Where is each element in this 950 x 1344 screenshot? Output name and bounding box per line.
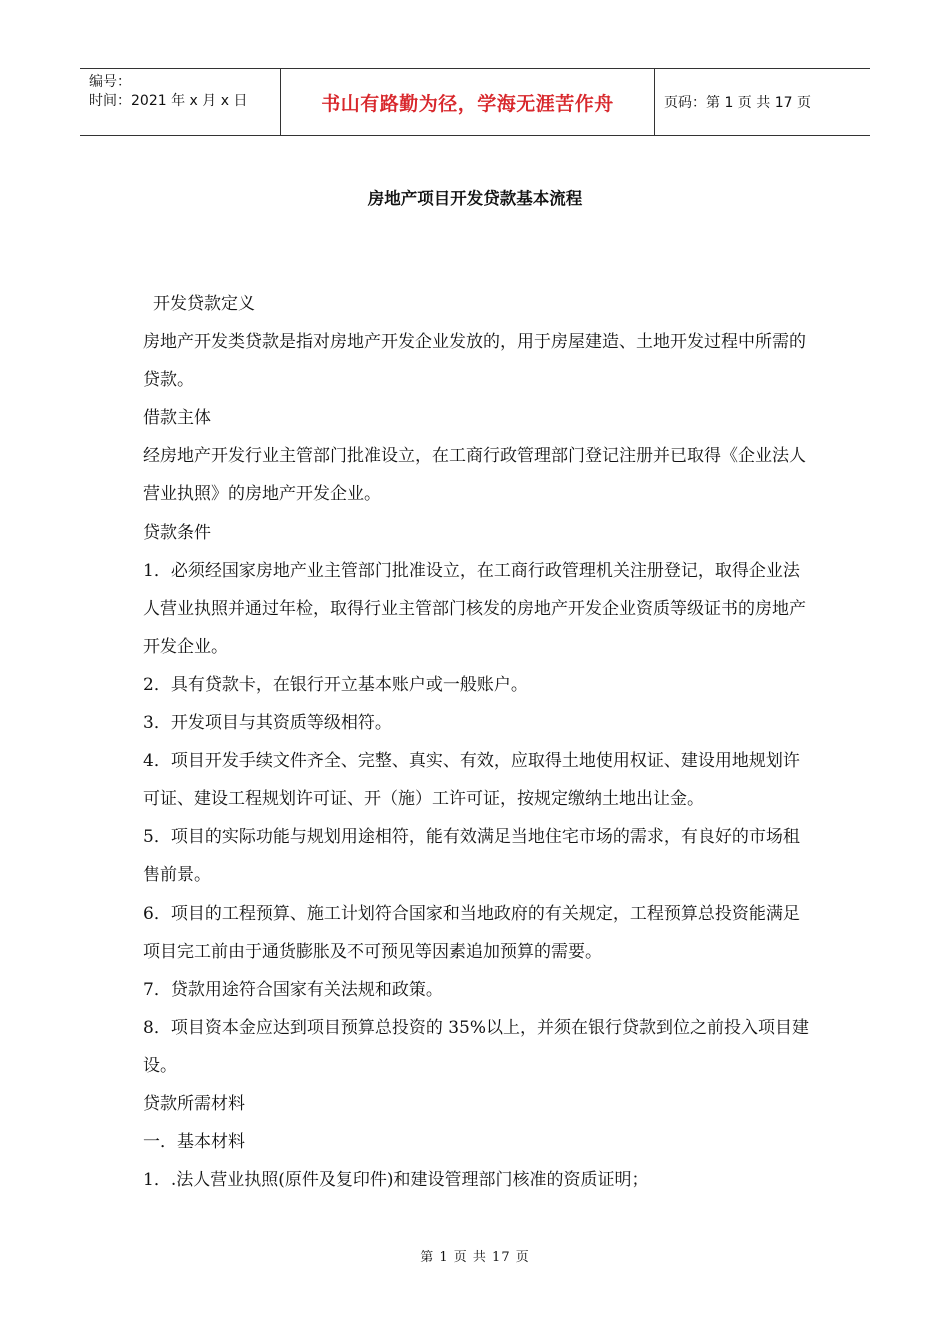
condition-item: 2．具有贷款卡，在银行开立基本账户或一般账户。 — [143, 674, 528, 695]
condition-item: 7．贷款用途符合国家有关法规和政策。 — [143, 979, 443, 1000]
condition-item: 1．必须经国家房地产业主管部门批准设立，在工商行政管理机关注册登记，取得企业法人营业执照并通过年检，取得行业主管部门核发的房地产开发企业资质等级证书的房地产开发企业。 — [143, 560, 806, 657]
header-meta-cell — [80, 69, 281, 135]
condition-item: 3．开发项目与其资质等级相符。 — [143, 713, 392, 734]
condition-item: 5．项目的实际功能与规划用途相符，能有效满足当地住宅市场的需求，有良好的市场租售前景。 — [143, 827, 800, 886]
header-page-label: 页码：第 1 页 共 17 页 — [664, 95, 811, 111]
section-heading-definition: 开发贷款定义 — [153, 294, 255, 314]
subsection-heading-basic-materials: 一．基本材料 — [143, 1132, 245, 1153]
page-footer: 第 1 页 共 17 页 — [420, 1250, 530, 1265]
doc-number-label: 编号： — [89, 74, 131, 90]
header-page-cell — [655, 69, 870, 135]
header-motto: 书山有路勤为径，学海无涯苦作舟 — [321, 92, 614, 115]
paragraph-definition: 房地产开发类贷款是指对房地产开发企业发放的，用于房屋建造、土地开发过程中所需的贷款。 — [143, 332, 806, 391]
document-body — [143, 285, 811, 1199]
section-heading-conditions: 贷款条件 — [143, 522, 211, 543]
header-table — [80, 68, 870, 136]
condition-item: 8．项目资本金应达到项目预算总投资的 35%以上，并须在银行贷款到位之前投入项目建设。 — [143, 1017, 810, 1076]
condition-item: 4．项目开发手续文件齐全、完整、真实、有效，应取得土地使用权证、建设用地规划许可证、建设工程规划许可证、开（施）工许可证，按规定缴纳土地出让金。 — [143, 751, 800, 810]
document-title: 房地产项目开发贷款基本流程 — [367, 189, 583, 208]
doc-time-label: 时间：2021 年 x 月 x 日 — [89, 93, 248, 109]
header-motto-cell — [281, 69, 655, 135]
section-heading-materials: 贷款所需材料 — [143, 1093, 245, 1114]
paragraph-borrower: 经房地产开发行业主管部门批准设立，在工商行政管理部门登记注册并已取得《企业法人营业执照》的房地产开发企业。 — [143, 446, 806, 505]
section-heading-borrower: 借款主体 — [143, 408, 211, 429]
condition-item: 6．项目的工程预算、施工计划符合国家和当地政府的有关规定，工程预算总投资能满足项目完工前由于通货膨胀及不可预见等因素追加预算的需要。 — [143, 903, 800, 962]
material-item: 1．.法人营业执照(原件及复印件)和建设管理部门核准的资质证明； — [143, 1170, 649, 1191]
